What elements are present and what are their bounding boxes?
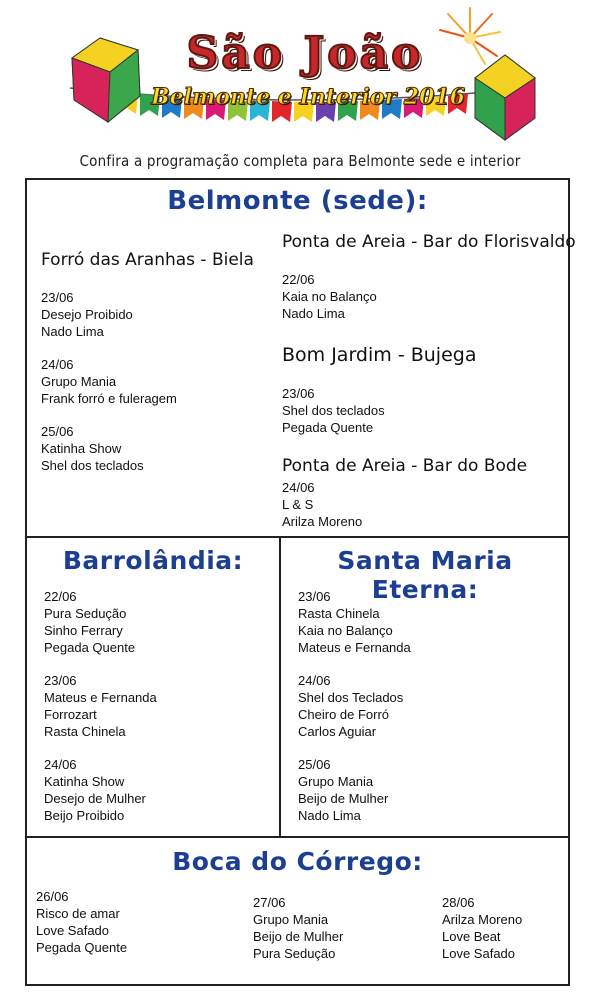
schedule-day <box>282 385 385 436</box>
schedule-day <box>282 479 362 530</box>
schedule-act: Pegada Quente <box>282 420 374 435</box>
schedule-date: 26/06 <box>36 889 69 904</box>
schedule-act: Love Safado <box>442 946 516 961</box>
schedule-day <box>44 756 146 824</box>
schedule-act: Risco de amar <box>36 906 120 921</box>
venue-bom-jardim: Bom Jardim - Bujega <box>282 344 477 366</box>
schedule-act: Nado Lima <box>41 324 104 339</box>
schedule-act: Rasta Chinela <box>44 724 126 739</box>
section-title-santa-maria: Santa Maria Eterna: <box>337 546 513 604</box>
section-title-barrolandia: Barrolândia: <box>62 546 244 575</box>
schedule-act: Grupo Mania <box>298 774 374 789</box>
schedule-date: 23/06 <box>41 290 74 305</box>
schedule-act: Beijo de Mulher <box>253 929 344 944</box>
schedule-act: Kaia no Balanço <box>298 623 393 638</box>
divider-belmonte <box>25 536 570 538</box>
schedule-date: 22/06 <box>282 272 315 287</box>
schedule-act: Mateus e Fernanda <box>44 690 157 705</box>
schedule-date: 27/06 <box>253 895 286 910</box>
schedule-day <box>44 672 157 740</box>
schedule-act: Desejo de Mulher <box>44 791 146 806</box>
schedule-act: Arilza Moreno <box>282 514 363 529</box>
schedule-act: Grupo Mania <box>41 374 117 389</box>
schedule-act: Rasta Chinela <box>298 606 380 621</box>
schedule-act: Beijo Proibido <box>44 808 125 823</box>
schedule-act: Shel dos Teclados <box>298 690 404 705</box>
venue-bar-do-florisvaldo: Ponta de Areia - Bar do Florisvaldo <box>282 232 576 252</box>
schedule-act: Pura Sedução <box>44 606 127 621</box>
schedule-act: Frank forró e fuleragem <box>41 391 177 406</box>
schedule-date: 22/06 <box>44 589 77 604</box>
schedule-act: Love Beat <box>442 929 501 944</box>
schedule-act: Sinho Ferrary <box>44 623 123 638</box>
tagline: Confira a programação completa para Belmonte sede e interior <box>79 152 521 170</box>
schedule-act: Pegada Quente <box>44 640 136 655</box>
schedule-act: Mateus e Fernanda <box>298 640 411 655</box>
schedule-day <box>282 271 377 322</box>
schedule-date: 23/06 <box>44 673 77 688</box>
schedule-date: 24/06 <box>298 673 331 688</box>
schedule-act: Shel dos teclados <box>282 403 385 418</box>
schedule-act: Kaia no Balanço <box>282 289 377 304</box>
venue-bar-do-bode: Ponta de Areia - Bar do Bode <box>282 456 528 476</box>
schedule-date: 24/06 <box>41 357 74 372</box>
venue-forro-das-aranhas: Forró das Aranhas - Biela <box>41 250 254 270</box>
schedule-day <box>41 289 133 340</box>
schedule-act: Katinha Show <box>44 774 125 789</box>
schedule-act: Nado Lima <box>298 808 361 823</box>
schedule-date: 23/06 <box>282 386 315 401</box>
schedule-day <box>298 672 403 740</box>
schedule-date: 25/06 <box>298 757 331 772</box>
schedule-act: Grupo Mania <box>253 912 329 927</box>
section-title-boca-do-corrego: Boca do Córrego: <box>172 847 423 876</box>
divider-boca <box>25 836 570 838</box>
schedule-day <box>298 756 388 824</box>
schedule-act: Beijo de Mulher <box>298 791 389 806</box>
schedule-day <box>41 423 144 474</box>
schedule-date: 28/06 <box>442 895 475 910</box>
schedule-act: Pegada Quente <box>36 940 128 955</box>
schedule-day <box>253 894 343 962</box>
schedule-act: Katinha Show <box>41 441 122 456</box>
section-title-belmonte: Belmonte (sede): <box>167 186 428 216</box>
schedule-day <box>36 888 127 956</box>
schedule-day <box>41 356 177 407</box>
schedule-day <box>442 894 522 962</box>
schedule-act: Forrozart <box>44 707 97 722</box>
schedule-date: 25/06 <box>41 424 74 439</box>
schedule-act: Carlos Aguiar <box>298 724 377 739</box>
schedule-date: 24/06 <box>282 480 315 495</box>
event-subtitle: Belmonte e Interior 2016 <box>151 84 465 110</box>
schedule-act: Arilza Moreno <box>442 912 523 927</box>
schedule-act: Nado Lima <box>282 306 345 321</box>
schedule-act: Pura Sedução <box>253 946 336 961</box>
schedule-date: 24/06 <box>44 757 77 772</box>
schedule-act: Desejo Proibido <box>41 307 133 322</box>
schedule-act: Love Safado <box>36 923 110 938</box>
event-title: São João <box>186 28 424 79</box>
schedule-act: Cheiro de Forró <box>298 707 390 722</box>
schedule-act: L & S <box>282 497 314 512</box>
header-banner <box>0 0 600 175</box>
balloon-lantern-right-icon <box>475 55 535 140</box>
schedule-day <box>44 588 135 656</box>
schedule-act: Shel dos teclados <box>41 458 144 473</box>
schedule-date: 23/06 <box>298 589 331 604</box>
schedule-day <box>298 588 411 656</box>
